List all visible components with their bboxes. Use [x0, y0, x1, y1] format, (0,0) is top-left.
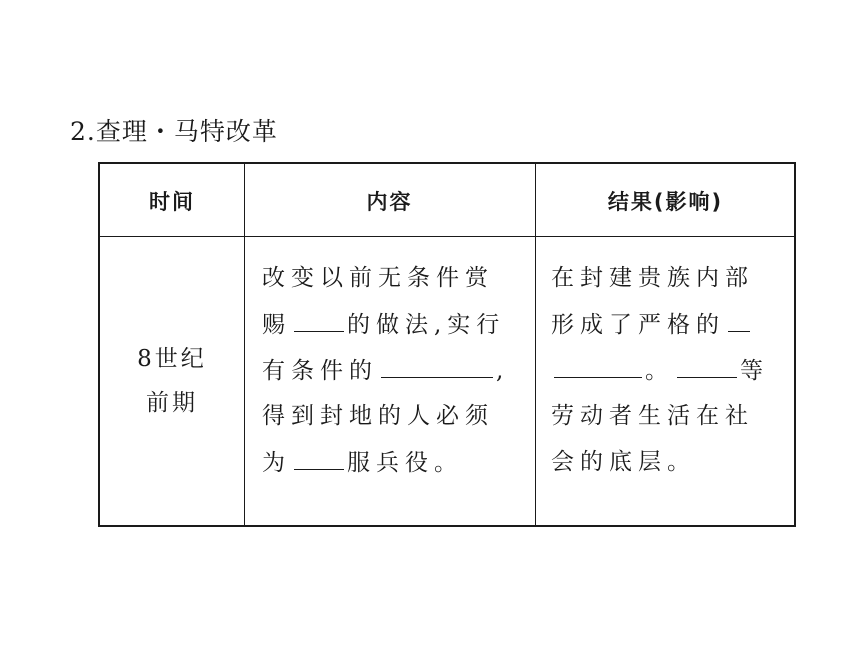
header-content: 内容 [366, 189, 413, 214]
content-line: 得到封地的人必须 [262, 403, 494, 429]
section-heading: 2.查理・马特改革 [70, 117, 278, 146]
time-line: 前期 [146, 390, 198, 416]
result-line: 形成了严格的 [551, 301, 796, 347]
result-line: 。 等 [551, 347, 796, 393]
fill-blank[interactable] [381, 347, 493, 378]
fill-blank[interactable] [677, 347, 737, 378]
header-result: 结果(影响) [607, 189, 724, 214]
fill-blank[interactable] [294, 301, 344, 332]
time-line: 8世纪 [137, 346, 207, 372]
content-line: 赐 的做法,实行 [262, 301, 535, 347]
header-time: 时间 [149, 189, 195, 214]
result-line: 会的底层。 [551, 449, 696, 475]
result-cell [535, 237, 796, 525]
content-line: 为 服兵役。 [262, 439, 535, 485]
content-line: 改变以前无条件赏 [262, 265, 494, 291]
reform-table [98, 162, 796, 527]
content-line: 有条件的 , [262, 347, 535, 393]
fill-blank[interactable] [554, 347, 642, 378]
result-line: 劳动者生活在社 [551, 403, 754, 429]
time-cell [100, 237, 244, 525]
result-line: 在封建贵族内部 [551, 265, 754, 291]
fill-blank[interactable] [294, 439, 344, 470]
fill-blank[interactable] [728, 301, 750, 332]
content-cell [244, 237, 535, 525]
